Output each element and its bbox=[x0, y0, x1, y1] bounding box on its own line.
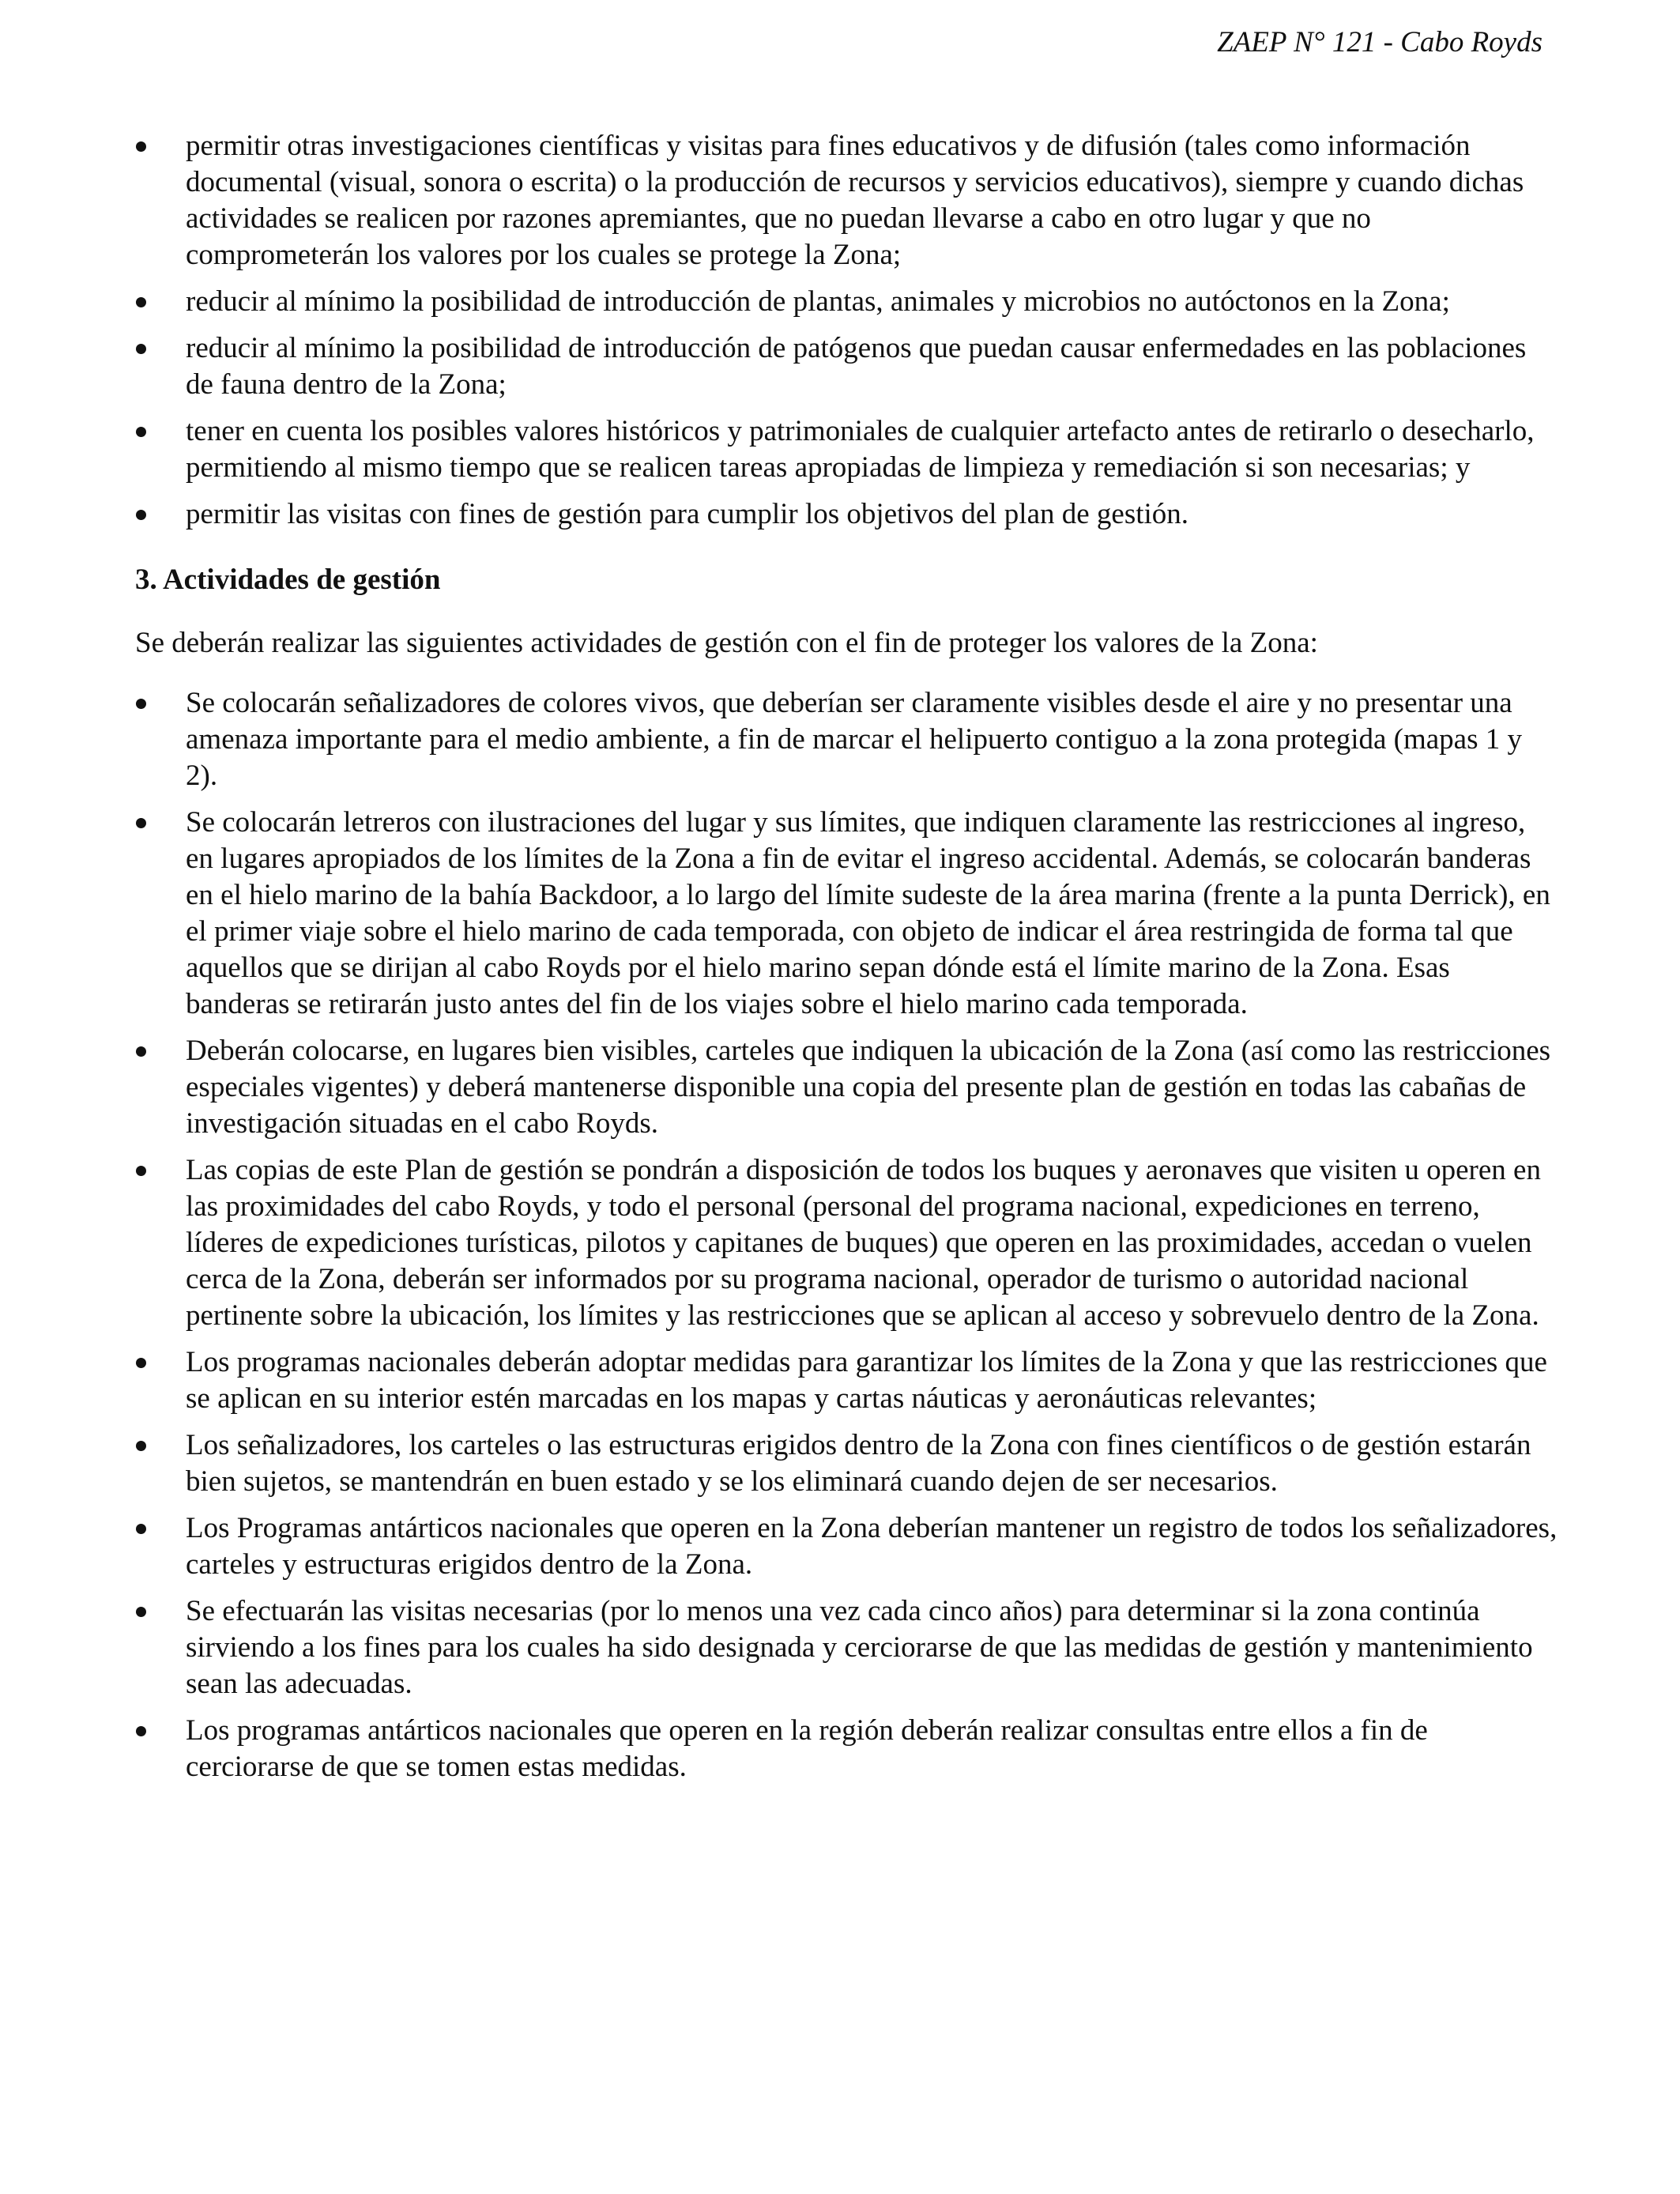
list-item bbox=[135, 128, 1558, 273]
bullet-icon bbox=[135, 1344, 151, 1381]
list-item-text: Se colocarán señalizadores de colores vivos, que deberían ser claramente visibles desde el aire y no presentar una amenaza importante para el medio ambiente, a fin de marcar el helipuerto contiguo a la zona protegida (mapas 1 y 2). bbox=[186, 687, 1522, 792]
list-item-text: Las copias de este Plan de gestión se pondrán a disposición de todos los buques y aeronaves que visiten u operen en las proximidades del cabo Royds, y todo el personal (personal del programa nacional, expediciones en terreno, líderes de expediciones turísticas, pilotos y capitanes de buques) que operen en las proximidades, accedan o vuelen cerca de la Zona, deberán ser informados por su programa nacional, operador de turismo o autoridad nacional pertinente sobre la ubicación, los límites y las restricciones que se aplican al acceso y sobrevuelo dentro de la Zona. bbox=[186, 1154, 1541, 1332]
bullet-icon bbox=[135, 330, 151, 367]
list-item-text: permitir otras investigaciones científicas y visitas para fines educativos y de difusión (tales como información documental (visual, sonora o escrita) o la producción de recursos y servicios educativos), siempre y cuando dichas actividades se realicen por razones apremiantes, que no puedan llevarse a cabo en otro lugar y que no comprometerán los valores por los cuales se protege la Zona; bbox=[186, 130, 1524, 271]
bullet-icon bbox=[135, 805, 151, 841]
page-body bbox=[135, 128, 1558, 1796]
list-item-text: Los programas antárticos nacionales que operen en la región deberán realizar consultas entre ellos a fin de cerciorarse de que se tomen estas medidas. bbox=[186, 1714, 1428, 1783]
list-item bbox=[135, 1713, 1558, 1785]
bullet-icon bbox=[135, 1713, 151, 1749]
objectives-list bbox=[135, 128, 1558, 533]
list-item bbox=[135, 685, 1558, 794]
bullet-icon bbox=[135, 1593, 151, 1630]
list-item bbox=[135, 1152, 1558, 1334]
list-item bbox=[135, 284, 1558, 320]
management-activities-list bbox=[135, 685, 1558, 1785]
section-heading: 3. Actividades de gestión bbox=[135, 564, 441, 596]
list-item-text: tener en cuenta los posibles valores históricos y patrimoniales de cualquier artefacto antes de retirarlo o desecharlo, permitiendo al mismo tiempo que se realicen tareas apropiadas de limpieza y remediación si son necesarias; y bbox=[186, 415, 1535, 484]
bullet-icon bbox=[135, 1152, 151, 1189]
list-item bbox=[135, 1593, 1558, 1702]
list-item-text: Se colocarán letreros con ilustraciones del lugar y sus límites, que indiquen claramente las restricciones al ingreso, en lugares apropiados de los límites de la Zona a fin de evitar el ingreso accidental. Además, se colocarán banderas en el hielo marino de la bahía Backdoor, a lo largo del límite sudeste de la área marina (frente a la punta Derrick), en el primer viaje sobre el hielo marino de cada temporada, con objeto de indicar el área restringida de forma tal que aquellos que se dirijan al cabo Royds por el hielo marino sepan dónde está el límite marino de la Zona. Esas banderas se retirarán justo antes del fin de los viajes sobre el hielo marino cada temporada. bbox=[186, 806, 1550, 1020]
list-item bbox=[135, 1033, 1558, 1142]
list-item bbox=[135, 330, 1558, 403]
list-item bbox=[135, 1427, 1558, 1500]
bullet-icon bbox=[135, 413, 151, 450]
list-item-text: reducir al mínimo la posibilidad de introducción de patógenos que puedan causar enfermedades en las poblaciones de fauna dentro de la Zona; bbox=[186, 332, 1527, 401]
list-item bbox=[135, 805, 1558, 1023]
list-item bbox=[135, 1510, 1558, 1583]
list-item-text: Los programas nacionales deberán adoptar medidas para garantizar los límites de la Zona y que las restricciones que se aplican en su interior estén marcadas en los mapas y cartas náuticas y aeronáuticas relevantes; bbox=[186, 1346, 1547, 1415]
bullet-icon bbox=[135, 128, 151, 164]
section-intro: Se deberán realizar las siguientes actividades de gestión con el fin de proteger los valores de la Zona: bbox=[135, 627, 1318, 659]
list-item-text: reducir al mínimo la posibilidad de introducción de plantas, animales y microbios no autóctonos en la Zona; bbox=[186, 285, 1450, 318]
list-item bbox=[135, 413, 1558, 486]
running-header: ZAEP N° 121 - Cabo Royds bbox=[1217, 26, 1543, 58]
bullet-icon bbox=[135, 1510, 151, 1547]
list-item bbox=[135, 496, 1558, 533]
bullet-icon bbox=[135, 496, 151, 533]
list-item-text: Deberán colocarse, en lugares bien visibles, carteles que indiquen la ubicación de la Zona (así como las restricciones especiales vigentes) y deberá mantenerse disponible una copia del presente plan de gestión en todas las cabañas de investigación situadas en el cabo Royds. bbox=[186, 1035, 1551, 1140]
list-item-text: Los señalizadores, los carteles o las estructuras erigidos dentro de la Zona con fines científicos o de gestión estarán bien sujetos, se mantendrán en buen estado y se los eliminará cuando dejen de ser necesarios. bbox=[186, 1429, 1531, 1498]
list-item-text: Los Programas antárticos nacionales que operen en la Zona deberían mantener un registro de todos los señalizadores, carteles y estructuras erigidos dentro de la Zona. bbox=[186, 1512, 1558, 1581]
list-item-text: permitir las visitas con fines de gestión para cumplir los objetivos del plan de gestión. bbox=[186, 498, 1189, 530]
list-item-text: Se efectuarán las visitas necesarias (por lo menos una vez cada cinco años) para determinar si la zona continúa sirviendo a los fines para los cuales ha sido designada y cerciorarse de que las medidas de gestión y mantenimiento sean las adecuadas. bbox=[186, 1595, 1533, 1700]
bullet-icon bbox=[135, 1427, 151, 1464]
bullet-icon bbox=[135, 685, 151, 722]
bullet-icon bbox=[135, 284, 151, 320]
list-item bbox=[135, 1344, 1558, 1417]
bullet-icon bbox=[135, 1033, 151, 1069]
